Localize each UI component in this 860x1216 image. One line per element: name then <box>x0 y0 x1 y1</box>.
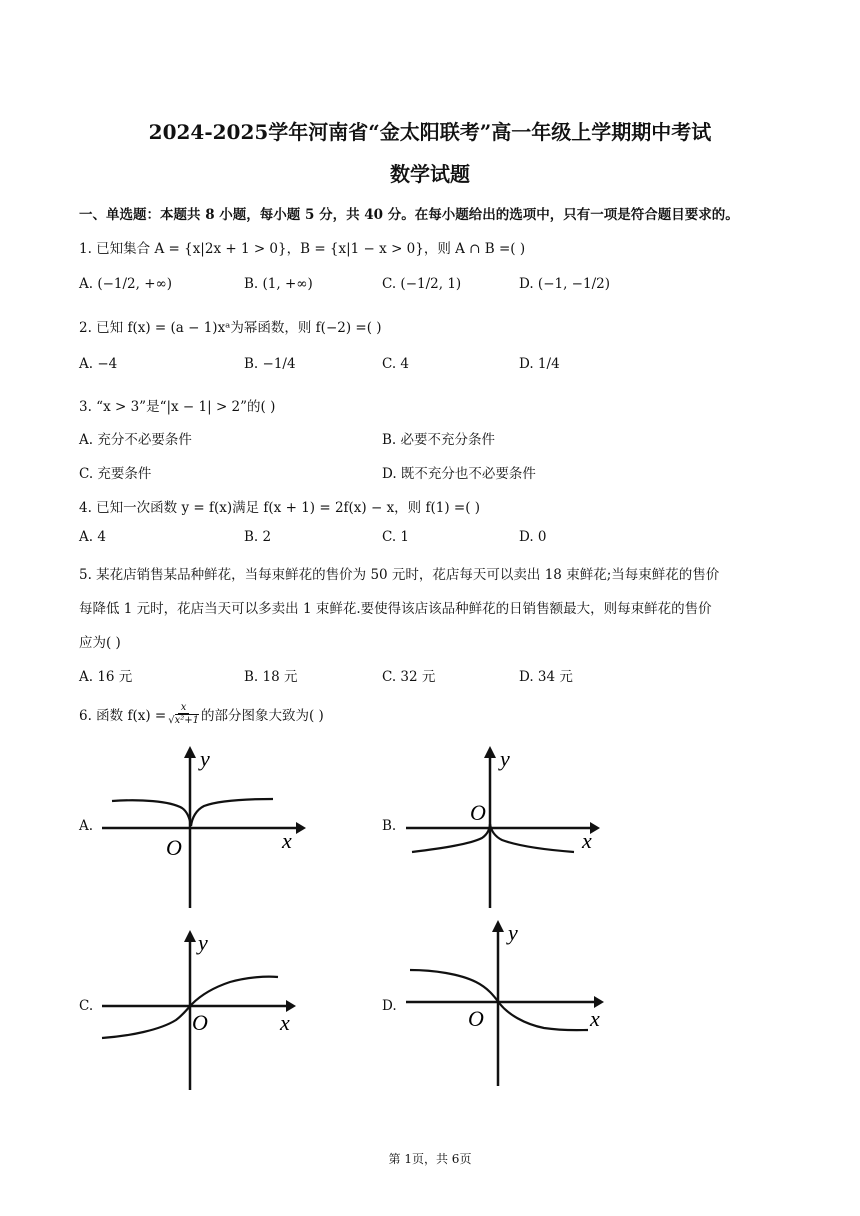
question-3-option-c: C. 充要条件 <box>79 466 152 482</box>
question-3-option-a: A. 充分不必要条件 <box>79 432 192 448</box>
x-label: x <box>582 828 592 853</box>
x-axis-arrow-icon <box>296 822 306 834</box>
curve-left <box>112 800 191 826</box>
question-6-option-c: C. <box>79 998 94 1014</box>
fraction-numerator: x <box>178 702 190 714</box>
fraction-denominator-wrap <box>168 714 199 726</box>
question-6-fraction <box>168 702 199 726</box>
origin-label: O <box>470 800 486 825</box>
question-1-option-a: A. (−1/2, +∞) <box>79 276 173 292</box>
y-axis-arrow-icon <box>492 920 504 932</box>
exam-subtitle: 数学试题 <box>390 162 470 186</box>
question-6-stem-prefix: 6. 函数 f(x) = <box>79 708 167 724</box>
question-2-option-d: D. 1/4 <box>519 356 560 372</box>
y-label: y <box>508 920 518 945</box>
question-5-line-3: 应为( ) <box>79 635 121 651</box>
y-label: y <box>200 746 210 771</box>
question-1-stem: 1. 已知集合 A = {x|2x + 1 > 0}，B = {x|1 − x > 0}，则 A ∩ B =( ) <box>79 241 526 257</box>
question-5-option-c: C. 32 元 <box>382 669 436 685</box>
question-4-option-a: A. 4 <box>79 529 106 545</box>
question-6-option-a: A. <box>79 818 94 834</box>
question-3-option-d: D. 既不充分也不必要条件 <box>382 466 536 482</box>
question-2-stem: 2. 已知 f(x) = (a − 1)xᵃ为幂函数，则 f(−2) =( ) <box>79 320 382 336</box>
question-2-option-b: B. −1/4 <box>244 356 296 372</box>
curve-right <box>191 799 273 826</box>
x-label: x <box>280 1010 290 1035</box>
question-4-option-d: D. 0 <box>519 529 547 545</box>
question-6-stem <box>79 702 324 726</box>
page-footer: 第 1页，共 6页 <box>388 1152 472 1166</box>
sqrt-icon: √ <box>168 714 175 726</box>
question-5-line-2: 每降低 1 元时，花店当天可以多卖出 1 束鲜花.要使得该店该品种鲜花的日销售额最大，则每束鲜花的售价 <box>79 601 712 617</box>
origin-label: O <box>192 1010 208 1035</box>
x-label: x <box>590 1006 600 1031</box>
question-3-stem: 3. “x > 3”是“|x − 1| > 2”的( ) <box>79 399 276 415</box>
question-5-option-d: D. 34 元 <box>519 669 573 685</box>
question-6-stem-suffix: 的部分图象大致为( ) <box>200 708 324 724</box>
question-2-option-a: A. −4 <box>79 356 118 372</box>
origin-label: O <box>166 835 182 860</box>
y-axis-arrow-icon <box>184 746 196 758</box>
question-1-option-c: C. (−1/2, 1) <box>382 276 462 292</box>
graph-c <box>100 928 310 1094</box>
y-label: y <box>198 930 208 955</box>
question-1-option-b: B. (1, +∞) <box>244 276 313 292</box>
question-4-option-c: C. 1 <box>382 529 410 545</box>
y-axis-arrow-icon <box>484 746 496 758</box>
y-label: y <box>500 746 510 771</box>
question-5-line-1: 5. 某花店销售某品种鲜花，当每束鲜花的售价为 50 元时，花店每天可以卖出 18 束鲜花;当每束鲜花的售价 <box>79 567 720 583</box>
question-3-option-b: B. 必要不充分条件 <box>382 432 496 448</box>
question-6-option-b: B. <box>382 818 397 834</box>
y-axis-arrow-icon <box>184 930 196 942</box>
question-4-stem: 4. 已知一次函数 y = f(x)满足 f(x + 1) = 2f(x) − x，则 f(1) =( ) <box>79 500 481 516</box>
origin-label: O <box>468 1006 484 1031</box>
question-5-option-a: A. 16 元 <box>79 669 133 685</box>
graph-d <box>404 918 614 1088</box>
x-label: x <box>282 828 292 853</box>
question-5-option-b: B. 18 元 <box>244 669 298 685</box>
question-1-option-d: D. (−1, −1/2) <box>519 276 610 292</box>
graph-b <box>404 744 614 910</box>
graph-a <box>100 744 310 910</box>
exam-title: 2024-2025学年河南省“金太阳联考”高一年级上学期期中考试 <box>148 120 712 144</box>
question-6-option-d: D. <box>382 998 397 1014</box>
fraction-denominator: x²+1 <box>174 715 199 726</box>
question-2-option-c: C. 4 <box>382 356 410 372</box>
section-header: 一、单选题：本题共 8 小题，每小题 5 分，共 40 分。在每小题给出的选项中，只有一项是符合题目要求的。 <box>79 207 739 223</box>
question-4-option-b: B. 2 <box>244 529 272 545</box>
